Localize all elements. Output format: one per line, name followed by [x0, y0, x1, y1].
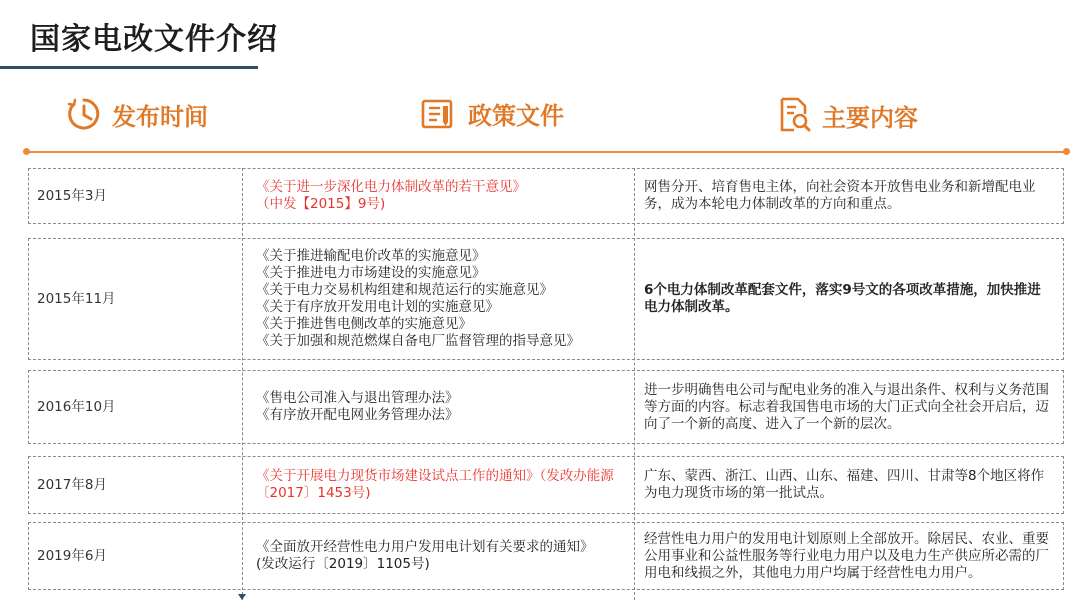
row-content: 6个电力体制改革配套文件，落实9号文的各项改革措施，加快推进电力体制改革。 [644, 282, 1041, 315]
row-docs [243, 457, 635, 513]
header-content [778, 96, 918, 134]
column-divider [242, 168, 243, 600]
row-date: 2015年3月 [37, 187, 107, 204]
page-title: 国家电改文件介绍 [30, 22, 278, 57]
doc-number: （中发【2015】9号) [256, 196, 386, 212]
row-content: 经营性电力用户的发用电计划原则上全部放开。除居民、农业、重要公用事业和公益性服务等行业电力用户以及电力生产供应所必需的厂用电和线损之外，其他电力用户均属于经营性电力用户。 [644, 530, 1049, 581]
table-row [28, 456, 1064, 514]
row-docs [243, 239, 635, 359]
header-divider [26, 151, 1066, 153]
table-row [28, 370, 1064, 444]
row-date: 2016年10月 [37, 398, 116, 415]
doc-title: 《全面放开经营性电力用户发用电计划有关要求的通知》 [256, 539, 594, 555]
row-date: 2019年6月 [37, 547, 107, 564]
row-docs [243, 371, 635, 443]
row-content: 进一步明确售电公司与配电业务的准入与退出条件、权利与义务范围等方面的内容。标志着我国售电市场的大门正式向全社会开启后，迈向了一个新的高度、进入了一个新的层次。 [644, 381, 1049, 432]
row-date: 2015年11月 [37, 290, 116, 307]
doc-title: 《关于电力交易机构组建和规范运行的实施意见》 [256, 282, 553, 298]
doc-title: 《关于进一步深化电力体制改革的若干意见》 [256, 179, 526, 195]
doc-title: 《售电公司准入与退出管理办法》 [256, 390, 459, 406]
table-row [28, 522, 1064, 590]
document-icon [420, 97, 458, 131]
header-policy-label: 政策文件 [468, 102, 564, 130]
divider-end-dot [1063, 148, 1070, 155]
row-docs [243, 169, 635, 223]
column-header-row [0, 96, 1080, 140]
doc-number: (发改运行〔2019〕1105号) [256, 556, 430, 572]
doc-title: 《关于有序放开发用电计划的实施意见》 [256, 299, 499, 315]
row-content: 广东、蒙西、浙江、山西、山东、福建、四川、甘肃等8个地区将作为电力现货市场的第一批试点。 [644, 468, 1045, 501]
doc-title: 《关于推进输配电价改革的实施意见》 [256, 248, 486, 264]
table-row [28, 168, 1064, 224]
doc-title: 《关于加强和规范燃煤自备电厂监督管理的指导意见》 [256, 333, 580, 349]
header-content-label: 主要内容 [822, 103, 918, 132]
document-search-icon [778, 96, 812, 134]
doc-title: 《关于推进电力市场建设的实施意见》 [256, 265, 486, 281]
divider-end-dot [23, 148, 30, 155]
header-time [66, 96, 208, 132]
clock-icon [66, 96, 102, 132]
doc-title: 《有序放开配电网业务管理办法》 [256, 407, 459, 423]
column-divider [634, 168, 635, 600]
table-row [28, 238, 1064, 360]
header-policy [420, 96, 564, 131]
row-docs [243, 523, 635, 589]
row-date: 2017年8月 [37, 476, 107, 493]
title-underline [0, 66, 258, 69]
doc-title: 《关于推进售电侧改革的实施意见》 [256, 316, 472, 332]
row-content: 网售分开、培育售电主体，向社会资本开放售电业务和新增配电业务，成为本轮电力体制改革的方向和重点。 [644, 179, 1036, 212]
doc-title: 《关于开展电力现货市场建设试点工作的通知》（发改办能源〔2017〕1453号) [256, 468, 614, 501]
header-time-label: 发布时间 [112, 102, 208, 131]
down-arrow-icon [238, 594, 246, 600]
